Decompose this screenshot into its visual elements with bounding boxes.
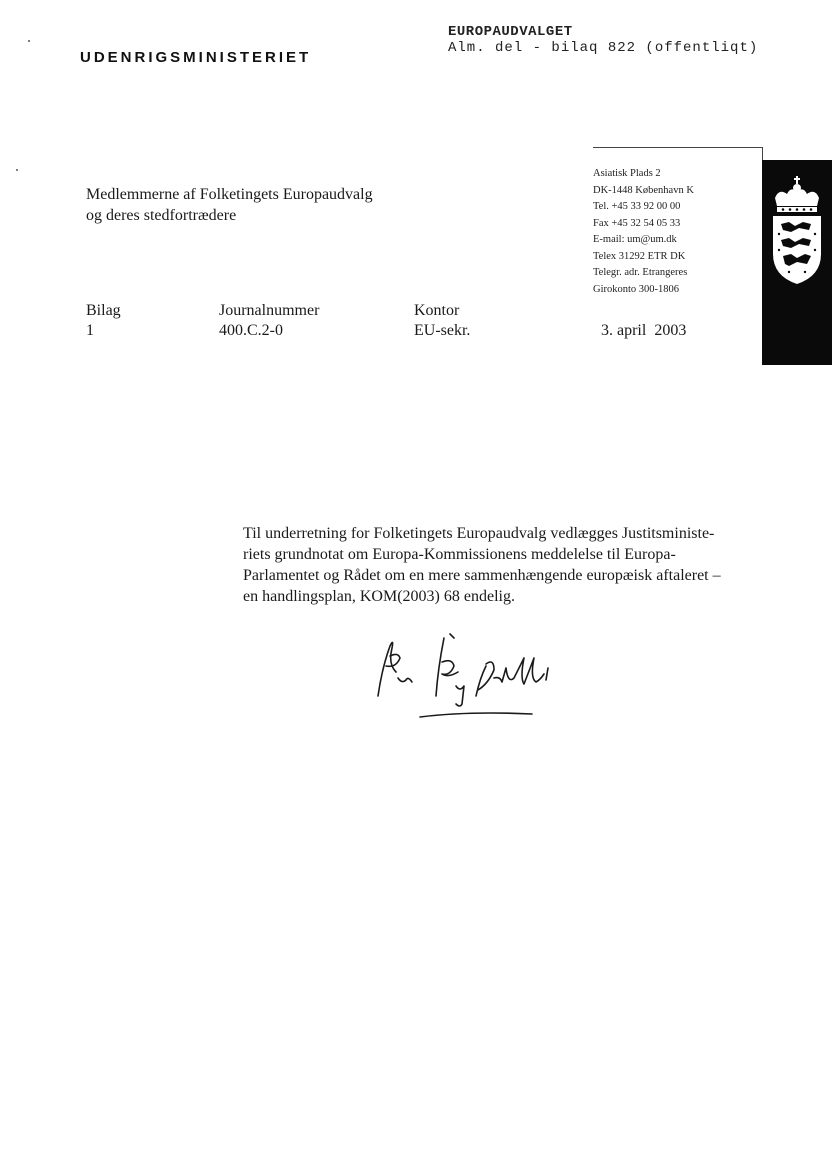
- ministry-name: UDENRIGSMINISTERIET: [80, 49, 312, 66]
- body-line: en handlingsplan, KOM(2003) 68 endelig.: [243, 588, 515, 605]
- address-rule: [593, 147, 763, 148]
- address-line: E-mail: um@um.dk: [593, 234, 677, 245]
- recipient-block: [86, 184, 373, 226]
- body-line: Til underretning for Folketingets Europaudvalg vedlægges Justitsministe-: [243, 525, 715, 542]
- address-line: DK-1448 København K: [593, 184, 694, 196]
- journal-label: Journalnummer: [219, 302, 320, 319]
- handwritten-signature: [368, 628, 568, 728]
- address-line: Telegr. adr. Etrangeres: [593, 267, 688, 278]
- body-line: Parlamentet og Rådet om en mere sammenhængende europæisk aftaleret –: [243, 567, 721, 584]
- address-line: Girokonto 300-1806: [593, 283, 680, 295]
- address-line: Asiatisk Plads 2: [593, 168, 661, 179]
- bilag-label: Bilag: [86, 302, 121, 319]
- scan-speck: [16, 169, 18, 171]
- recipient-line: og deres stedfortrædere: [86, 207, 237, 224]
- royal-crest-icon: [769, 176, 825, 286]
- address-line: Telex 31292 ETR DK: [593, 250, 686, 262]
- kontor-value: EU-sekr.: [414, 322, 471, 339]
- archive-stamp: [448, 24, 758, 56]
- kontor-label: Kontor: [414, 302, 460, 319]
- recipient-line: Medlemmerne af Folketingets Europaudvalg: [86, 186, 373, 203]
- address-line: Tel. +45 33 92 00 00: [593, 201, 681, 212]
- journal-value: 400.C.2-0: [219, 322, 283, 339]
- letter-date: 3. april 2003: [601, 322, 687, 339]
- scan-speck: [28, 40, 30, 42]
- address-block: [593, 166, 694, 298]
- body-line: riets grundnotat om Europa-Kommissionens meddelelse til Europa-: [243, 546, 676, 563]
- letter-body: [243, 523, 763, 607]
- stamp-annex-ref: Alm. del - bilaq 822 (offentliqt): [448, 40, 759, 56]
- bilag-value: 1: [86, 322, 94, 339]
- stamp-committee: EUROPAUDVALGET: [448, 24, 573, 40]
- address-line: Fax +45 32 54 05 33: [593, 217, 681, 229]
